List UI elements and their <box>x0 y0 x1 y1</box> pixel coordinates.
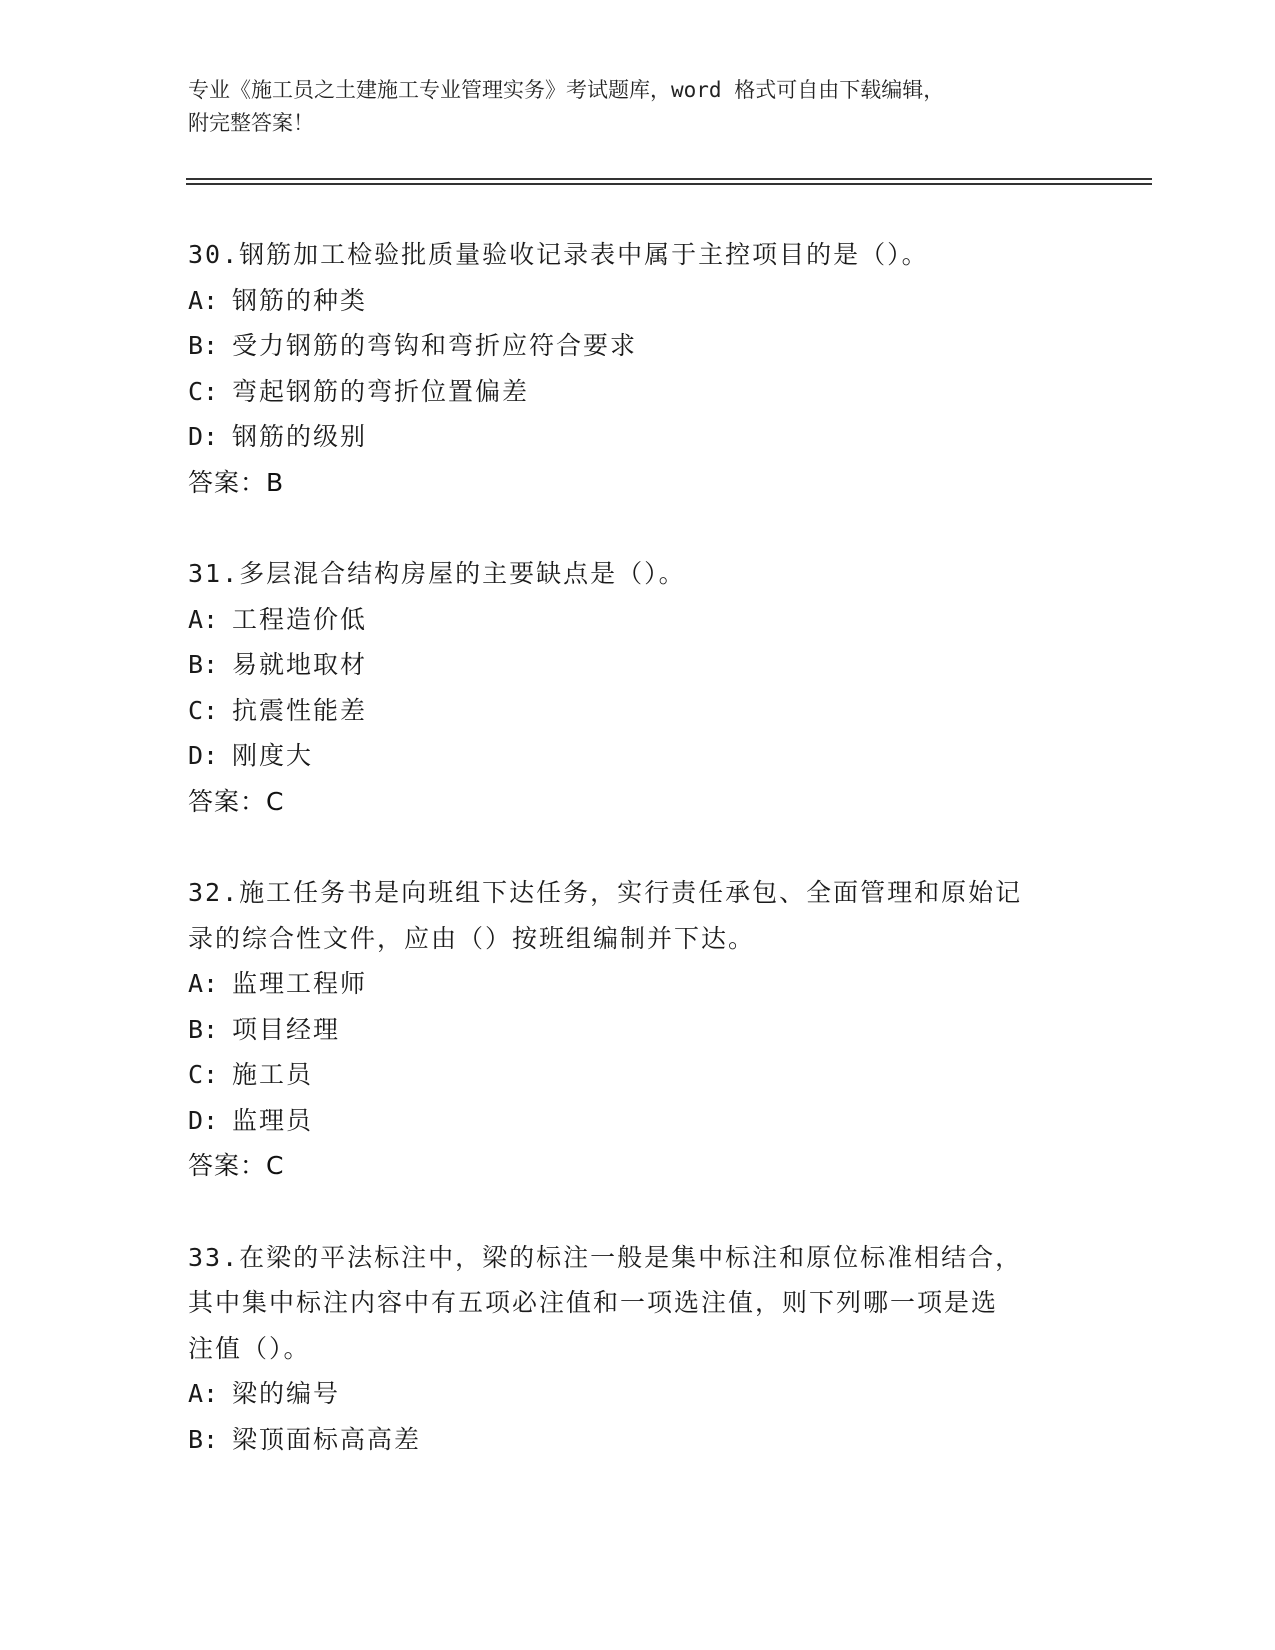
header-line-1: 专业《施工员之土建施工专业管理实务》考试题库，word 格式可自由下载编辑， <box>188 78 945 102</box>
option-b <box>188 1007 1088 1053</box>
document-header <box>188 74 1088 140</box>
option-letter: B: <box>188 1014 219 1044</box>
answer-label: 答案： <box>188 786 267 816</box>
option-d <box>188 733 1088 779</box>
question-text-line-2: 其中集中标注内容中有五项必注值和一项选注值，则下列哪一项是选 <box>188 1288 999 1317</box>
option-letter: D: <box>188 741 219 770</box>
option-text: 监理员 <box>232 1105 314 1135</box>
option-b <box>188 642 1088 688</box>
answer-line <box>188 1143 1088 1189</box>
option-text: 工程造价低 <box>232 604 368 634</box>
header-divider-bottom <box>186 183 1152 185</box>
option-letter: A: <box>188 1379 219 1408</box>
option-text: 梁顶面标高高差 <box>232 1424 422 1454</box>
answer-value: C <box>266 1151 284 1180</box>
option-letter: A: <box>188 604 219 634</box>
option-letter: B: <box>188 650 219 679</box>
option-text: 项目经理 <box>232 1014 341 1044</box>
question-32 <box>188 870 1088 1189</box>
answer-value: C <box>266 786 284 816</box>
option-text: 钢筋的种类 <box>232 285 368 315</box>
option-letter: B: <box>188 331 219 360</box>
option-letter: C: <box>188 1060 219 1089</box>
option-letter: A: <box>188 285 219 315</box>
header-line-2: 附完整答案！ <box>188 111 314 135</box>
option-b <box>188 323 1088 369</box>
answer-label: 答案： <box>188 467 267 497</box>
question-text-line-1: 32.施工任务书是向班组下达任务，实行责任承包、全面管理和原始记 <box>188 878 1023 907</box>
question-31 <box>188 551 1088 824</box>
option-text: 监理工程师 <box>232 969 368 998</box>
option-text: 钢筋的级别 <box>232 422 368 451</box>
option-a <box>188 1371 1088 1417</box>
option-letter: D: <box>188 1105 219 1135</box>
option-letter: C: <box>188 695 219 725</box>
option-text: 抗震性能差 <box>232 695 368 725</box>
answer-line <box>188 779 1088 825</box>
option-text: 梁的编号 <box>232 1379 341 1408</box>
option-a <box>188 961 1088 1007</box>
option-letter: C: <box>188 376 219 406</box>
option-letter: A: <box>188 969 219 998</box>
question-text-line-1: 33.在梁的平法标注中，梁的标注一般是集中标注和原位标准相结合， <box>188 1242 1023 1272</box>
header-divider-top <box>186 178 1152 180</box>
option-letter: B: <box>188 1424 219 1454</box>
option-text: 易就地取材 <box>232 650 368 679</box>
option-c <box>188 688 1088 734</box>
answer-line <box>188 460 1088 506</box>
question-text: 31.多层混合结构房屋的主要缺点是（）。 <box>188 559 686 588</box>
answer-label: 答案： <box>188 1151 267 1180</box>
option-b <box>188 1417 1088 1463</box>
option-text: 刚度大 <box>232 741 314 770</box>
option-c <box>188 1052 1088 1098</box>
question-33 <box>188 1235 1088 1463</box>
question-text-line-3: 注值（）。 <box>188 1333 311 1363</box>
question-list <box>188 232 1088 1508</box>
question-text: 30.钢筋加工检验批质量验收记录表中属于主控项目的是（）。 <box>188 240 929 269</box>
option-d <box>188 1098 1088 1144</box>
question-text-line-2: 录的综合性文件，应由（）按班组编制并下达。 <box>188 923 756 953</box>
option-text: 施工员 <box>232 1060 314 1089</box>
answer-value: B <box>266 467 284 497</box>
option-text: 受力钢筋的弯钩和弯折应符合要求 <box>232 331 638 360</box>
question-30 <box>188 232 1088 505</box>
option-a <box>188 278 1088 324</box>
option-text: 弯起钢筋的弯折位置偏差 <box>232 376 530 406</box>
option-c <box>188 369 1088 415</box>
option-letter: D: <box>188 422 219 451</box>
option-d <box>188 414 1088 460</box>
option-a <box>188 597 1088 643</box>
